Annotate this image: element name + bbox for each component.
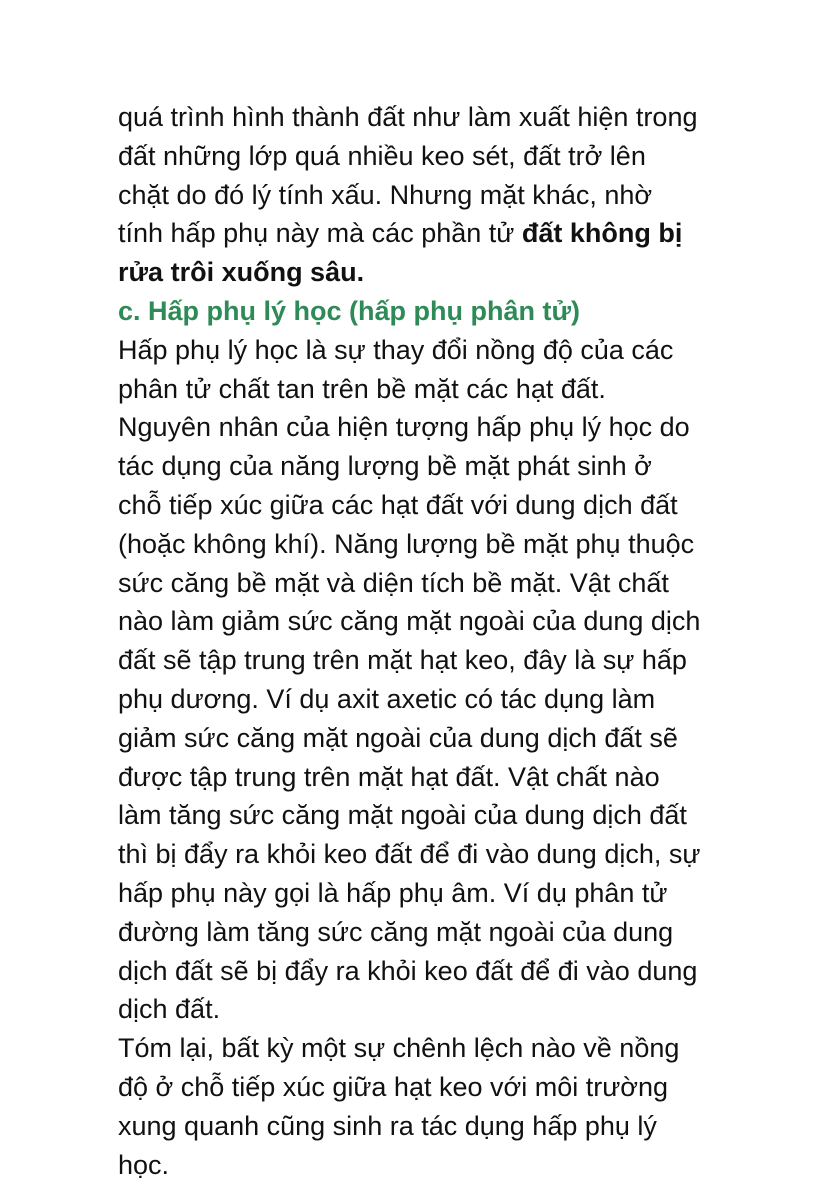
text-line: đất sẽ tập trung trên mặt hạt keo, đây là sự hấp bbox=[118, 645, 687, 676]
text-line: Nguyên nhân của hiện tượng hấp phụ lý học do bbox=[118, 412, 690, 443]
section-heading: c. Hấp phụ lý học (hấp phụ phân tử) bbox=[118, 295, 581, 326]
text-line: phân tử chất tan trên bề mặt các hạt đất. bbox=[118, 373, 606, 404]
text-line: Hấp phụ lý học là sự thay đổi nồng độ của các bbox=[118, 334, 674, 365]
text-line: đất những lớp quá nhiều keo sét, đất trở lên bbox=[118, 140, 646, 171]
bold-emphasis: đất không bị bbox=[521, 218, 683, 249]
text-line: nào làm giảm sức căng mặt ngoài của dung dịch bbox=[118, 606, 701, 637]
text-line: dịch đất. bbox=[118, 994, 221, 1025]
text-line: giảm sức căng mặt ngoài của dung dịch đất sẽ bbox=[118, 722, 678, 753]
text-line: phụ dương. Ví dụ axit axetic có tác dụng làm bbox=[118, 683, 656, 714]
text-line: đường làm tăng sức căng mặt ngoài của dung bbox=[118, 916, 674, 947]
text-line: thì bị đẩy ra khỏi keo đất để đi vào dung dịch, sự bbox=[118, 839, 701, 870]
text-line: quá trình hình thành đất như làm xuất hiện trong bbox=[118, 102, 698, 132]
text-line: dịch đất sẽ bị đẩy ra khỏi keo đất để đi vào dung bbox=[118, 955, 698, 986]
text-line: được tập trung trên mặt hạt đất. Vật chất nào bbox=[118, 761, 660, 792]
text-line: Tóm lại, bất kỳ một sự chênh lệch nào về nồng bbox=[118, 1033, 680, 1064]
bold-emphasis-line: rửa trôi xuống sâu. bbox=[118, 257, 365, 288]
text-line: độ ở chỗ tiếp xúc giữa hạt keo với môi trường bbox=[118, 1071, 669, 1102]
text-line: sức căng bề mặt và diện tích bề mặt. Vật chất bbox=[118, 567, 669, 598]
text-line: học. bbox=[118, 1149, 170, 1180]
text-line: tác dụng của năng lượng bề mặt phát sinh ở bbox=[118, 451, 652, 482]
text-segment: tính hấp phụ này mà các phần tử bbox=[118, 218, 522, 249]
text-line: chỗ tiếp xúc giữa các hạt đất với dung dịch đất bbox=[118, 489, 678, 520]
paragraph-summary bbox=[118, 1029, 718, 1184]
text-line: chặt do đó lý tính xấu. Nhưng mặt khác, nhờ bbox=[118, 179, 653, 210]
paragraph-physical-adsorption bbox=[118, 331, 718, 1029]
text-line: hấp phụ này gọi là hấp phụ âm. Ví dụ phân tử bbox=[118, 877, 668, 908]
text-line: (hoặc không khí). Năng lượng bề mặt phụ thuộc bbox=[118, 528, 695, 559]
text-line: xung quanh cũng sinh ra tác dụng hấp phụ lý bbox=[118, 1110, 657, 1141]
text-line: làm tăng sức căng mặt ngoài của dung dịch đất bbox=[118, 800, 687, 831]
text-line bbox=[118, 214, 718, 253]
document-page bbox=[118, 98, 718, 1184]
paragraph-adsorption-effects bbox=[118, 98, 718, 292]
